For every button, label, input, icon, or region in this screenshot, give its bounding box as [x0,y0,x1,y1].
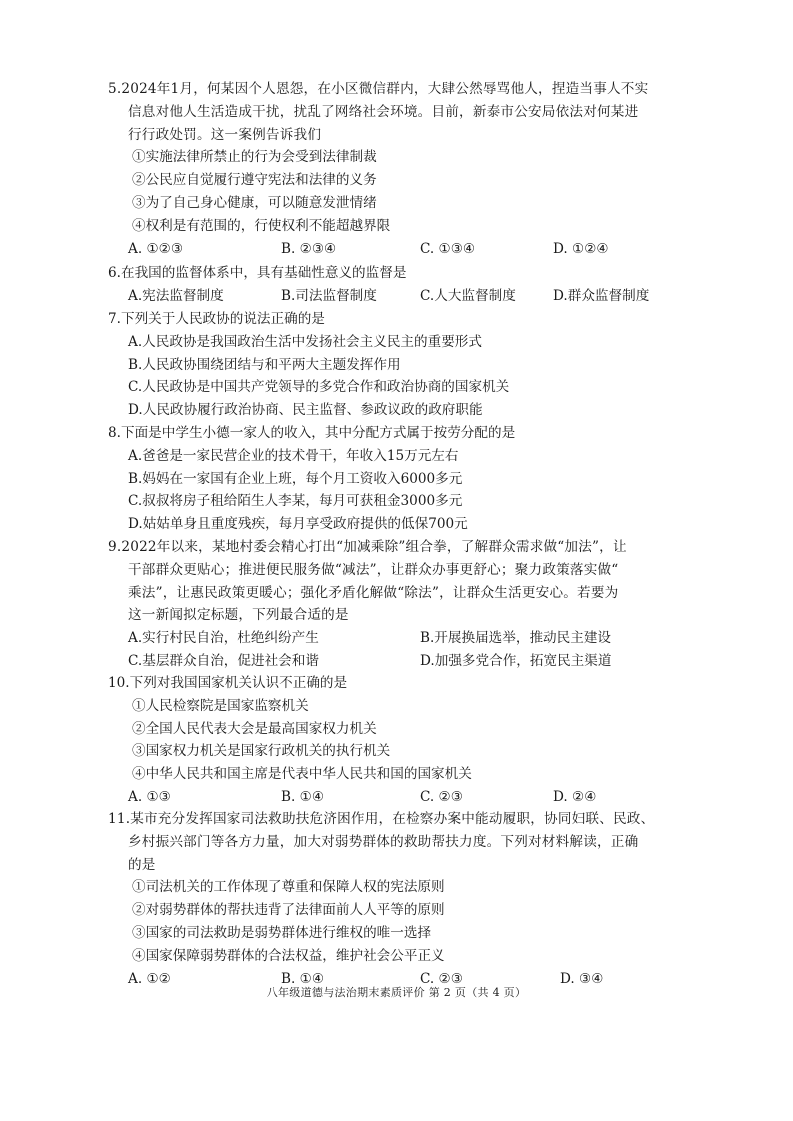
option-a: A.实行村民自治，杜绝纠纷产生 [128,630,319,647]
question-stem: 10.下列对我国国家机关认识不正确的是 [108,675,348,691]
option-d: D.群众监督制度 [553,287,650,304]
answer-options-row-1 [108,627,692,650]
question-9 [108,536,692,673]
statement-item: ①实施法律所禁止的行为会受到法律制裁 [132,149,377,166]
stem-line: 5.2024年1月，何某因个人恩怨，在小区微信群内，大肆公然辱骂他人，捏造当事人不实 [108,81,649,97]
question-stem: 7.下列关于人民政协的说法正确的是 [108,311,325,327]
option-c: C.叔叔将房子租给陌生人李某，每月可获租金3000多元 [128,493,463,510]
statement-item: ④权利是有范围的，行使权利不能超越界限 [132,217,391,234]
option-a: A.人民政协是我国政治生活中发扬社会主义民主的重要形式 [128,333,482,350]
question-10 [108,672,692,809]
question-stem: 6.在我国的监督体系中，具有基础性意义的监督是 [108,265,407,281]
option-c: C. ①③④ [420,240,476,257]
question-6 [108,262,692,308]
option-c: C.人民政协是中国共产党领导的多党合作和政治协商的国家机关 [128,379,510,396]
statement-item: ②全国人民代表大会是最高国家权力机关 [132,720,377,737]
option-b: B. ②③④ [281,240,337,257]
option-d: D. ③④ [560,970,604,987]
option-a: A.宪法监督制度 [128,287,224,304]
option-d: D. ②④ [553,788,597,805]
option-a: A. ①② [128,970,171,987]
question-stem [108,536,692,627]
option-b: B.妈妈在一家国有企业上班，每个月工资收入6000多元 [128,470,463,487]
stem-line: 行行政处罚。这一案例告诉我们 [128,126,322,143]
option-b: B.开展换届选举，推动民主建设 [420,630,612,647]
question-stem [108,78,692,146]
option-c: C. ②③ [420,970,463,987]
stem-line: 9.2022年以来，某地村委会精心打出“加减乘除”组合拳，了解群众需求做“加法”，让 [108,539,627,555]
statement-item: ②公民应自觉履行遵守宪法和法律的义务 [132,172,377,189]
option-d: D.人民政协履行政治协商、民主监督、参政议政的政府职能 [128,402,483,419]
statement-item: ①司法机关的工作体现了尊重和保障人权的宪法原则 [132,879,445,896]
question-5 [108,78,692,260]
stem-line: 这一新闻拟定标题，下列最合适的是 [128,607,349,624]
statement-item: ②对弱势群体的帮扶违背了法律面前人人平等的原则 [132,902,445,919]
question-8 [108,422,692,536]
stem-line: 11.某市充分发挥国家司法救助扶危济困作用，在检察办案中能动履职，协同妇联、民政、 [108,811,655,827]
statement-item: ③国家权力机关是国家行政机关的执行机关 [132,743,391,760]
statement-item: ③为了自己身心健康，可以随意发泄情绪 [132,194,377,211]
option-a: A.爸爸是一家民营企业的技术骨干，年收入15万元左右 [128,447,459,464]
stem-line: 干部群众更贴心；推进便民服务做“减法”，让群众办事更舒心；聚力政策落实做“ [128,561,619,578]
stem-line: 乘法”，让惠民政策更暖心；强化矛盾化解做“除法”，让群众生活更安心。若要为 [128,584,619,601]
stem-line: 的是 [128,856,156,873]
option-a: A. ①③ [128,788,171,805]
option-b: B. ①④ [281,970,325,987]
option-c: C. ②③ [420,788,463,805]
statement-item: ③国家的司法救助是弱势群体进行维权的唯一选择 [132,924,432,941]
answer-options [108,238,692,261]
question-stem: 8.下面是中学生小德一家人的收入，其中分配方式属于按劳分配的是 [108,425,516,441]
question-7 [108,308,692,422]
question-11 [108,808,692,990]
option-d: D. ①②④ [553,240,609,257]
option-c: C.人大监督制度 [420,287,516,304]
statement-item: ④国家保障弱势群体的合法权益，维护社会公平正义 [132,947,445,964]
statement-item: ①人民检察院是国家监察机关 [132,697,309,714]
stem-line: 信息对他人生活造成干扰，扰乱了网络社会环境。目前，新泰市公安局依法对何某进 [128,103,639,120]
option-d: D.加强多党合作，拓宽民主渠道 [420,652,612,669]
answer-options [108,285,692,308]
option-d: D.姑姑单身且重度残疾，每月享受政府提供的低保700元 [128,516,468,533]
option-c: C.基层群众自治，促进社会和谐 [128,652,319,669]
option-b: B.司法监督制度 [281,287,377,304]
option-a: A. ①②③ [128,240,184,257]
stem-line: 乡村振兴部门等各方力量，加大对弱势群体的救助帮扶力度。下列对材料解读，正确 [128,833,639,850]
question-stem [108,808,692,876]
answer-options-row-2 [108,650,692,673]
option-b: B.人民政协围绕团结与和平两大主题发挥作用 [128,356,401,373]
page-footer: 八年级道德与法治期末素质评价 第 2 页（共 4 页） [266,986,527,999]
option-b: B. ①④ [281,788,325,805]
answer-options [108,786,692,809]
statement-item: ④中华人民共和国主席是代表中华人民共和国的国家机关 [132,766,472,783]
